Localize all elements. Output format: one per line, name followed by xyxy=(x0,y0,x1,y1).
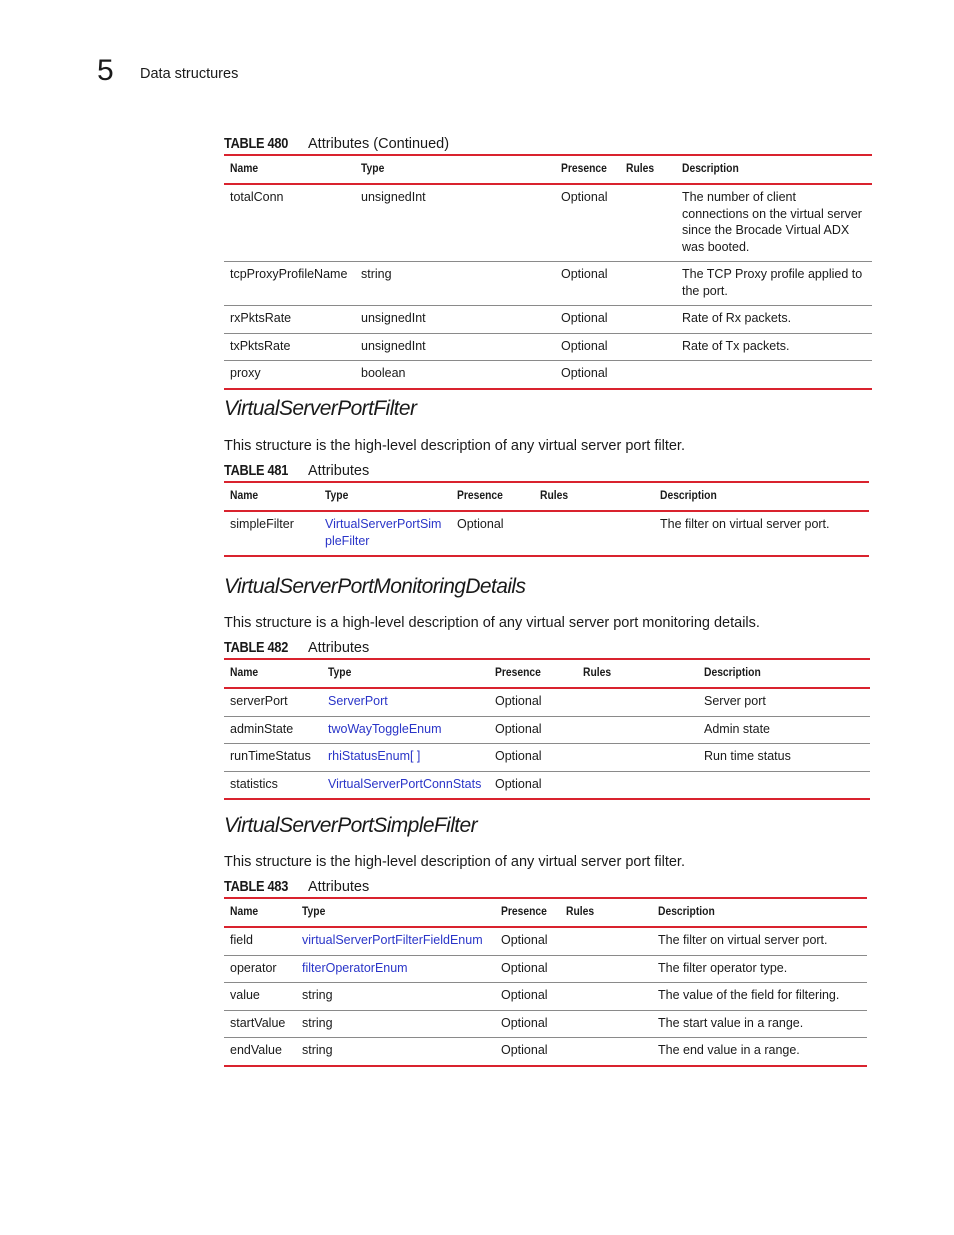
cell-presence: Optional xyxy=(489,716,577,744)
cell-description: The value of the field for filtering. xyxy=(652,983,867,1011)
cell-name: simpleFilter xyxy=(224,511,319,556)
col-header-type: Type xyxy=(355,155,555,184)
cell-description: The end value in a range. xyxy=(652,1038,867,1066)
table-row xyxy=(224,511,869,556)
table-caption xyxy=(224,461,869,481)
cell-description: The start value in a range. xyxy=(652,1010,867,1038)
cell-presence: Optional xyxy=(495,955,560,983)
table-row xyxy=(224,1010,867,1038)
cell-name: endValue xyxy=(224,1038,296,1066)
cell-presence: Optional xyxy=(489,771,577,799)
cell-rules xyxy=(560,1010,652,1038)
cell-presence: Optional xyxy=(495,983,560,1011)
table-label: TABLE 480 xyxy=(224,136,289,152)
table-row xyxy=(224,306,872,334)
section-heading-virtualserverportmonitoringdetails: VirtualServerPortMonitoringDetails xyxy=(224,575,526,598)
cell-rules xyxy=(560,927,652,955)
cell-presence: Optional xyxy=(495,1038,560,1066)
col-header-type: Type xyxy=(296,898,495,927)
col-header-description: Description xyxy=(676,155,872,184)
cell-presence: Optional xyxy=(555,184,620,262)
col-header-name: Name xyxy=(224,155,355,184)
cell-description: The filter on virtual server port. xyxy=(654,511,869,556)
attributes-table-481 xyxy=(224,481,869,557)
chapter-number: 5 xyxy=(97,54,114,87)
table-row xyxy=(224,1038,867,1066)
cell-type-link[interactable] xyxy=(322,771,489,799)
cell-description: Server port xyxy=(698,688,870,716)
type-link[interactable]: VirtualServerPortSimpleFilter xyxy=(325,517,442,548)
cell-rules xyxy=(560,983,652,1011)
attributes-table-482 xyxy=(224,658,870,800)
type-link[interactable]: twoWayToggleEnum xyxy=(328,721,442,736)
table-header-row xyxy=(224,659,870,688)
section-heading-virtualserverportsimplefilter: VirtualServerPortSimpleFilter xyxy=(224,814,477,837)
cell-rules xyxy=(560,1038,652,1066)
table-header-row xyxy=(224,155,872,184)
cell-presence: Optional xyxy=(489,744,577,772)
cell-type-link[interactable] xyxy=(296,927,495,955)
col-header-rules: Rules xyxy=(534,482,654,511)
table-caption xyxy=(224,638,870,658)
cell-rules xyxy=(534,511,654,556)
table-title: Attributes xyxy=(308,463,370,479)
table-row xyxy=(224,262,872,306)
cell-presence: Optional xyxy=(555,361,620,389)
table-label: TABLE 483 xyxy=(224,879,289,895)
cell-description: Admin state xyxy=(698,716,870,744)
cell-type: string xyxy=(296,983,495,1011)
col-header-presence: Presence xyxy=(555,155,620,184)
col-header-name: Name xyxy=(224,482,319,511)
cell-rules xyxy=(560,955,652,983)
col-header-description: Description xyxy=(654,482,869,511)
cell-type: unsignedInt xyxy=(355,306,555,334)
type-link[interactable]: filterOperatorEnum xyxy=(302,960,408,975)
cell-type-link[interactable] xyxy=(322,716,489,744)
table-483-block xyxy=(224,877,867,1067)
table-row xyxy=(224,983,867,1011)
section-intro: This structure is a high-level description of any virtual server port monitoring details. xyxy=(224,615,760,631)
cell-rules xyxy=(620,306,676,334)
cell-rules xyxy=(620,184,676,262)
cell-name: runTimeStatus xyxy=(224,744,322,772)
col-header-name: Name xyxy=(224,659,322,688)
cell-type: string xyxy=(296,1010,495,1038)
cell-type-link[interactable] xyxy=(296,955,495,983)
attributes-table-483 xyxy=(224,897,867,1067)
table-title: Attributes xyxy=(308,640,370,656)
table-row xyxy=(224,716,870,744)
table-row xyxy=(224,927,867,955)
table-title: Attributes xyxy=(308,879,370,895)
table-row xyxy=(224,955,867,983)
cell-name: statistics xyxy=(224,771,322,799)
col-header-type: Type xyxy=(319,482,451,511)
chapter-title: Data structures xyxy=(140,66,239,82)
type-link[interactable]: VirtualServerPortConnStats xyxy=(328,776,482,791)
cell-presence: Optional xyxy=(555,262,620,306)
cell-description: Rate of Tx packets. xyxy=(676,333,872,361)
cell-type-link[interactable] xyxy=(319,511,451,556)
attributes-table-480 xyxy=(224,154,872,390)
cell-type-link[interactable] xyxy=(322,688,489,716)
cell-type-link[interactable] xyxy=(322,744,489,772)
cell-type: unsignedInt xyxy=(355,184,555,262)
table-row xyxy=(224,361,872,389)
col-header-rules: Rules xyxy=(620,155,676,184)
section-intro: This structure is the high-level description of any virtual server port filter. xyxy=(224,854,685,870)
type-link[interactable]: ServerPort xyxy=(328,694,388,708)
table-label: TABLE 481 xyxy=(224,463,289,479)
cell-name: rxPktsRate xyxy=(224,306,355,334)
col-header-description: Description xyxy=(698,659,870,688)
col-header-rules: Rules xyxy=(577,659,698,688)
table-row xyxy=(224,184,872,262)
cell-name: txPktsRate xyxy=(224,333,355,361)
table-row xyxy=(224,771,870,799)
cell-presence: Optional xyxy=(489,688,577,716)
cell-presence: Optional xyxy=(555,306,620,334)
cell-name: tcpProxyProfileName xyxy=(224,262,355,306)
table-row xyxy=(224,744,870,772)
cell-description: Run time status xyxy=(698,744,870,772)
col-header-type: Type xyxy=(322,659,489,688)
cell-rules xyxy=(577,771,698,799)
table-header-row xyxy=(224,898,867,927)
col-header-presence: Presence xyxy=(451,482,534,511)
type-link[interactable]: virtualServerPortFilterFieldEnum xyxy=(302,933,483,947)
table-caption xyxy=(224,134,872,154)
cell-presence: Optional xyxy=(495,927,560,955)
col-header-rules: Rules xyxy=(560,898,652,927)
table-481-block xyxy=(224,461,869,557)
table-480-block xyxy=(224,134,872,390)
cell-description xyxy=(698,771,870,799)
cell-rules xyxy=(577,688,698,716)
table-row xyxy=(224,333,872,361)
cell-rules xyxy=(577,744,698,772)
col-header-description: Description xyxy=(652,898,867,927)
table-header-row xyxy=(224,482,869,511)
cell-type: string xyxy=(355,262,555,306)
cell-type: unsignedInt xyxy=(355,333,555,361)
cell-name: field xyxy=(224,927,296,955)
cell-name: operator xyxy=(224,955,296,983)
cell-presence: Optional xyxy=(495,1010,560,1038)
cell-description: The number of client connections on the virtual server since the Brocade Virtual ADX was booted. xyxy=(676,184,872,262)
table-caption xyxy=(224,877,867,897)
col-header-presence: Presence xyxy=(489,659,577,688)
cell-presence: Optional xyxy=(451,511,534,556)
cell-description xyxy=(676,361,872,389)
cell-rules xyxy=(620,262,676,306)
cell-description: Rate of Rx packets. xyxy=(676,306,872,334)
cell-name: proxy xyxy=(224,361,355,389)
cell-name: startValue xyxy=(224,1010,296,1038)
cell-name: totalConn xyxy=(224,184,355,262)
cell-name: value xyxy=(224,983,296,1011)
cell-rules xyxy=(620,361,676,389)
cell-rules xyxy=(577,716,698,744)
cell-description: The filter on virtual server port. xyxy=(652,927,867,955)
col-header-presence: Presence xyxy=(495,898,560,927)
cell-description: The filter operator type. xyxy=(652,955,867,983)
cell-presence: Optional xyxy=(555,333,620,361)
cell-type: string xyxy=(296,1038,495,1066)
section-intro: This structure is the high-level description of any virtual server port filter. xyxy=(224,438,685,454)
table-label: TABLE 482 xyxy=(224,640,289,656)
section-heading-virtualserverportfilter: VirtualServerPortFilter xyxy=(224,397,417,420)
cell-description: The TCP Proxy profile applied to the port. xyxy=(676,262,872,306)
cell-type: boolean xyxy=(355,361,555,389)
cell-name: serverPort xyxy=(224,688,322,716)
cell-rules xyxy=(620,333,676,361)
table-title: Attributes (Continued) xyxy=(308,136,450,152)
table-482-block xyxy=(224,638,870,800)
cell-name: adminState xyxy=(224,716,322,744)
table-row xyxy=(224,688,870,716)
col-header-name: Name xyxy=(224,898,296,927)
type-link[interactable]: rhiStatusEnum[ ] xyxy=(328,749,421,763)
